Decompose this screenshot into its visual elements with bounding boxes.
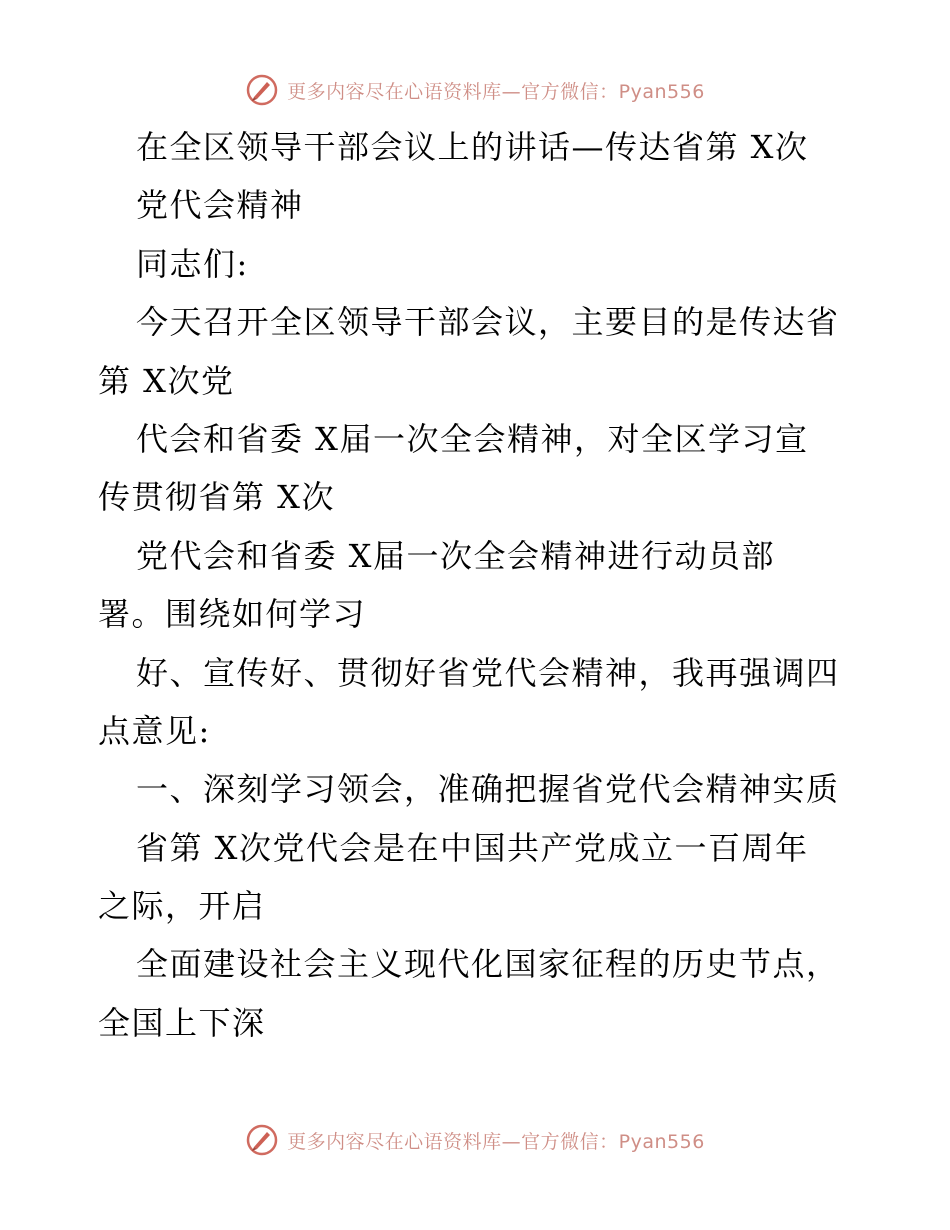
text-line: 代会和省委 X届一次全会精神，对全区学习宣 bbox=[136, 419, 809, 458]
text-line: 全国上下深 bbox=[98, 1003, 266, 1042]
document-body bbox=[98, 118, 888, 1052]
text-line: 好、宣传好、贯彻好省党代会精神，我再强调四 bbox=[136, 653, 840, 692]
text-line: 全面建设社会主义现代化国家征程的历史节点， bbox=[136, 945, 840, 984]
text-line: 之际，开启 bbox=[98, 887, 266, 926]
text-line: 同志们: bbox=[136, 244, 249, 283]
text-line: 党代会和省委 X届一次全会精神进行动员部 bbox=[136, 536, 775, 575]
text-line: 在全区领导干部会议上的讲话—传达省第 X次 bbox=[136, 128, 809, 166]
watermark-text: 更多内容尽在心语资料库—官方微信：Pyan556 bbox=[287, 1130, 705, 1153]
watermark-footer bbox=[0, 1120, 950, 1160]
text-line: 点意见: bbox=[98, 711, 211, 750]
text-line: 党代会精神 bbox=[136, 186, 304, 225]
brush-logo-icon bbox=[245, 1123, 279, 1157]
brush-logo-icon bbox=[245, 73, 279, 107]
text-line: 省第 X次党代会是在中国共产党成立一百周年 bbox=[136, 828, 809, 867]
text-line: 传贯彻省第 X次 bbox=[98, 478, 335, 517]
text-line: 第 X次党 bbox=[98, 361, 235, 400]
text-line: 署。围绕如何学习 bbox=[98, 595, 367, 634]
watermark-text: 更多内容尽在心语资料库—官方微信：Pyan556 bbox=[287, 80, 705, 103]
text-line: 一、深刻学习领会，准确把握省党代会精神实质 bbox=[136, 770, 840, 809]
text-line: 今天召开全区领导干部会议，主要目的是传达省 bbox=[136, 303, 840, 342]
watermark-header bbox=[0, 70, 950, 110]
